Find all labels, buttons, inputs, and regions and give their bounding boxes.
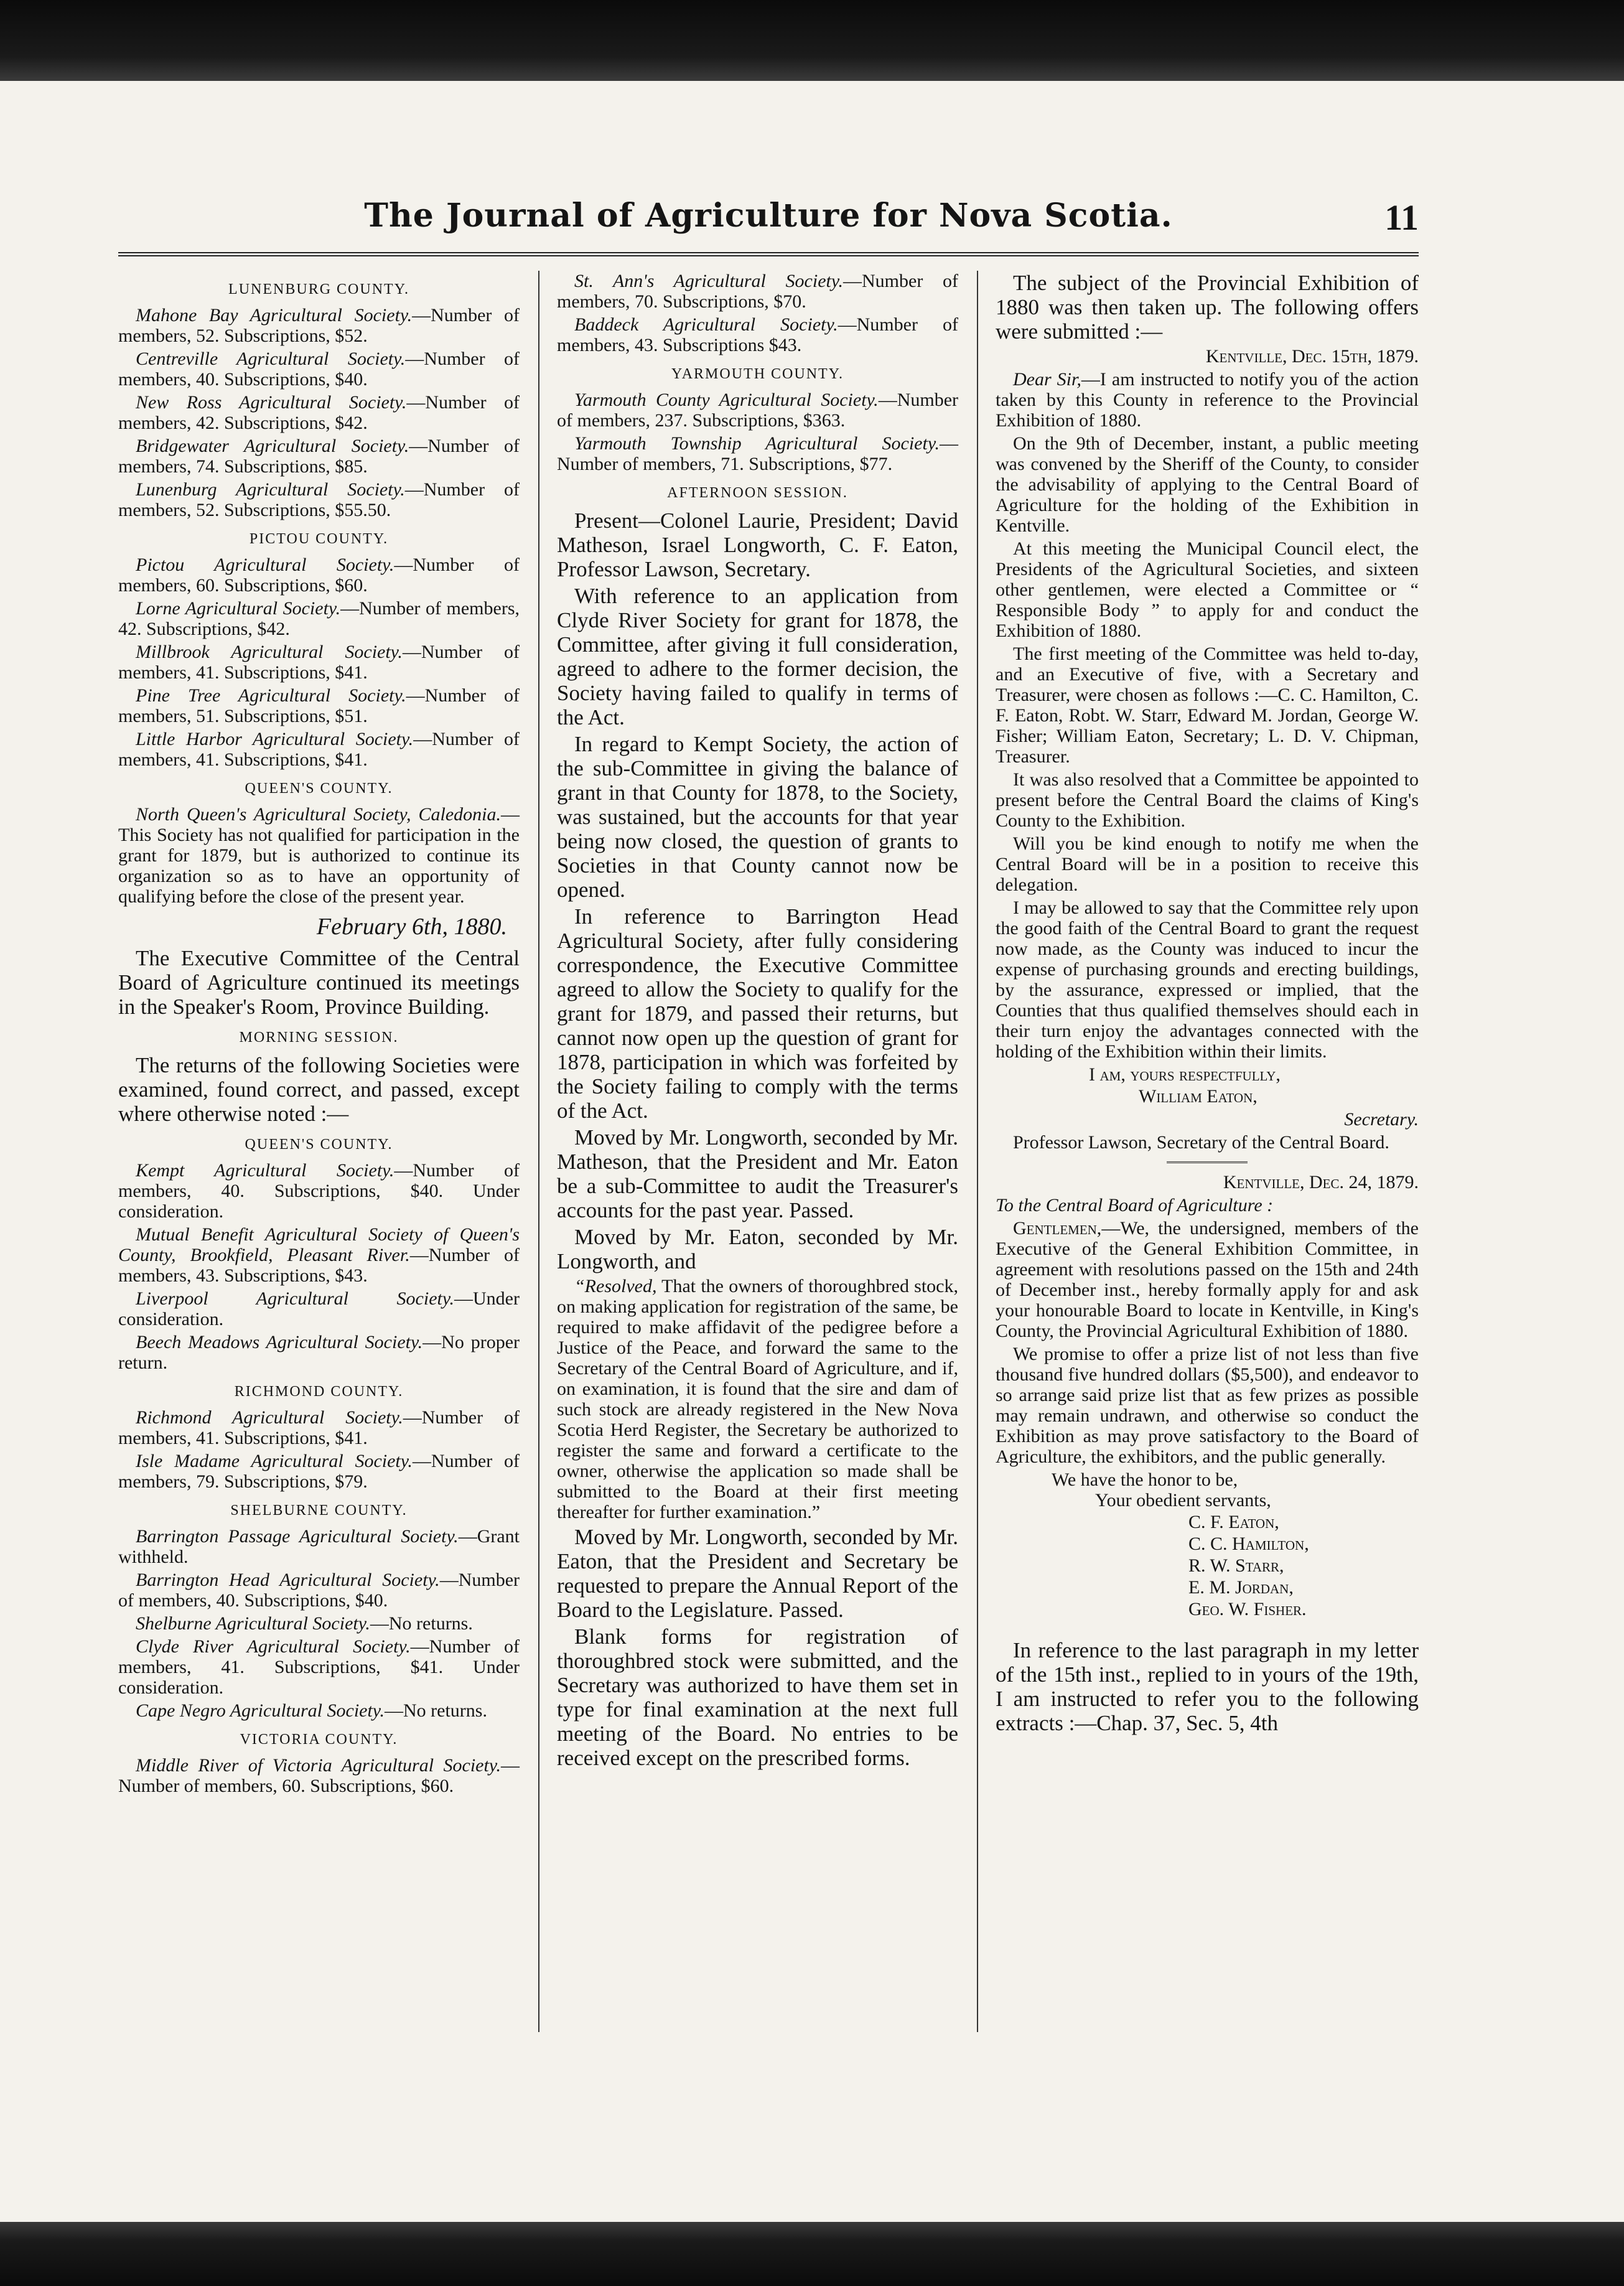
resolution-text: That the owners of thoroughbred stock, on making application for registration of the same, be required to make affidavit of the pedigree before a Justice of the Peace, and forward the same to the Secretary of the Central Board of Agriculture, and if, on examination, it is found that the sire and dam of such stock are already registered in the New Nova Scotia Herd Register, the Secretary be authorized to register the same and forward a certificate to the owner, otherwise the application so made shall be submitted to the Board at their first meeting thereafter for further examination.”	[557, 1276, 958, 1522]
society-details: —Number of members, 40. Subscriptions, $40.	[118, 349, 520, 390]
salutation: Dear Sir,	[1013, 369, 1081, 390]
signatory-name: Geo. W. Fisher.	[1188, 1599, 1307, 1619]
society-name: Clyde River Agricultural Society.	[136, 1636, 411, 1657]
society-name: Barrington Head Agricultural Society.	[136, 1570, 440, 1590]
society-details: —No returns.	[384, 1700, 487, 1721]
section-heading: QUEEN'S COUNTY.	[245, 780, 393, 797]
society-name: Kempt Agricultural Society.	[136, 1160, 394, 1181]
section-heading: AFTERNOON SESSION.	[667, 485, 848, 501]
society-details: —Number of members, 40. Subscriptions, $40.	[118, 1570, 520, 1611]
society-entry	[118, 1526, 520, 1567]
society-name: Lorne Agricultural Society.	[136, 598, 341, 619]
society-name: Isle Madame Agricultural Society.	[136, 1451, 413, 1471]
society-details: —Number of members, 42. Subscriptions, $42.	[118, 392, 520, 433]
journal-title: The Journal of Agriculture for Nova Scotia.	[364, 197, 1173, 235]
society-entry	[118, 804, 520, 907]
society-details: —Number of members, 71. Subscriptions, $77.	[557, 433, 958, 474]
paragraph: The subject of the Provincial Exhibition of 1880 was then taken up. The following offers were submitted :—	[996, 271, 1419, 344]
paragraph: Moved by Mr. Longworth, seconded by Mr. Eaton, that the President and Secretary be requested to prepare the Annual Report of the Board to the Legislature. Passed.	[557, 1525, 958, 1622]
letter-paragraph	[996, 1218, 1419, 1341]
section-heading: VICTORIA COUNTY.	[240, 1731, 398, 1748]
society-name: New Ross Agricultural Society.	[136, 392, 407, 413]
section-heading: MORNING SESSION.	[239, 1029, 399, 1046]
society-details: —Number of members, 41. Subscriptions, $41.	[118, 729, 520, 770]
column-divider-1	[538, 271, 539, 2032]
society-details: —Number of members, 40. Subscriptions, $40. Under consideration.	[118, 1160, 520, 1222]
letter-text: —I am instructed to notify you of the action taken by this County in reference to the Provincial Exhibition of 1880.	[996, 369, 1419, 431]
letter-paragraph: We promise to offer a prize list of not less than five thousand five hundred dollars ($5,500), and endeavor to so arrange said prize list that as few prizes as possible may remain undrawn, and otherwise so conduct the Exhibition as may prove satisfactory to the Board of Agriculture, the exhibitors, and the public generally.	[996, 1344, 1419, 1467]
scan-border-bottom	[0, 2222, 1624, 2286]
society-name: Beech Meadows Agricultural Society.	[136, 1332, 423, 1352]
letter-paragraph: Will you be kind enough to notify me when the Central Board will be in a position to receive this delegation.	[996, 833, 1419, 895]
resolution-paragraph	[557, 1276, 958, 1522]
society-entry	[118, 1451, 520, 1492]
society-name: Yarmouth County Agricultural Society.	[574, 390, 879, 410]
paragraph: In regard to Kempt Society, the action of the sub-Committee in giving the balance of grant in that County for 1878, to the Society, was sustained, but the accounts for that year being now closed, the question of grants to Societies in that County cannot now be opened.	[557, 732, 958, 902]
society-name: Liverpool Agricultural Society.	[136, 1288, 455, 1309]
column-3	[996, 271, 1419, 1738]
section-heading: RICHMOND COUNTY.	[234, 1384, 404, 1400]
section-rule	[1167, 1161, 1248, 1163]
society-entry	[118, 1636, 520, 1698]
letter-signer: William Eaton,	[1139, 1086, 1258, 1107]
society-entry	[118, 642, 520, 683]
letter-paragraph: At this meeting the Municipal Council elect, the Presidents of the Agricultural Societies, and sixteen other gentlemen, were elected a Committee or “ Responsible Body ” to apply for and conduct the Exhibition of 1880.	[996, 538, 1419, 641]
resolved-label: “Resolved,	[574, 1276, 657, 1296]
letter-to-line: To the Central Board of Agriculture :	[996, 1195, 1274, 1216]
letter-paragraph: The first meeting of the Committee was held to-day, and an Executive of five, with a Secretary and Treasurer, were chosen as follows :—C. C. Hamilton, C. F. Eaton, Robt. W. Starr, Edward M. Jordan, George W. Fisher; William Eaton, Secretary; L. D. V. Chipman, Treasurer.	[996, 644, 1419, 767]
society-name: St. Ann's Agricultural Society.	[574, 271, 844, 291]
society-details: —Number of members, 43. Subscriptions, $43.	[118, 1245, 520, 1286]
society-entry	[118, 1700, 520, 1721]
society-details: —Number of members, 79. Subscriptions, $79.	[118, 1451, 520, 1492]
letter-dateline: Kentville, Dec. 24, 1879.	[1223, 1172, 1419, 1192]
society-entry	[118, 555, 520, 596]
society-entry	[118, 1288, 520, 1329]
society-entry	[118, 392, 520, 433]
society-entry	[118, 1332, 520, 1373]
society-name: Pictou Agricultural Society.	[136, 555, 394, 575]
society-details: —Number of members, 42. Subscriptions, $42.	[118, 598, 520, 639]
society-name: Mutual Benefit Agricultural Society of Queen's County, Brookfield, Pleasant River.	[118, 1224, 520, 1265]
society-details: —Under consideration.	[118, 1288, 520, 1329]
society-details: —Number of members, 43. Subscriptions $43.	[557, 314, 958, 355]
society-entry	[118, 729, 520, 770]
society-name: Shelburne Agricultural Society.	[136, 1613, 370, 1634]
letter-addressee: Professor Lawson, Secretary of the Central Board.	[1013, 1132, 1389, 1153]
letter-text: —We, the undersigned, members of the Executive of the General Exhibition Committee, in agreement with resolutions passed on the 15th and 24th of December inst., hereby formally apply for and ask your honourable Board to locate in Kentville, in King's County, the Provincial Agricultural Exhibition of 1880.	[996, 1218, 1419, 1341]
page-header	[118, 197, 1419, 253]
society-entry	[118, 1613, 520, 1634]
signatories-list	[996, 1512, 1419, 1619]
scan-border-top	[0, 0, 1624, 81]
society-details: —Number of members, 60. Subscriptions, $60.	[118, 1755, 520, 1796]
column-1	[118, 271, 520, 1799]
society-details: —No proper return.	[118, 1332, 520, 1373]
society-name: Barrington Passage Agricultural Society.	[136, 1526, 459, 1547]
society-name: Bridgewater Agricultural Society.	[136, 436, 409, 456]
letter-paragraph: On the 9th of December, instant, a public meeting was convened by the Sheriff of the County, to consider the advisability of applying to the Central Board of Agriculture for the holding of the Exhibition in Kentville.	[996, 433, 1419, 536]
society-details: —Number of members, 41. Subscriptions, $41.	[118, 642, 520, 683]
section-heading: LUNENBURG COUNTY.	[228, 281, 409, 297]
page-number: 11	[1384, 197, 1419, 238]
meeting-date: February 6th, 1880.	[316, 914, 507, 940]
paragraph: The returns of the following Societies were examined, found correct, and passed, except where otherwise noted :—	[118, 1053, 520, 1126]
society-name: Baddeck Agricultural Society.	[574, 314, 838, 335]
paragraph: The Executive Committee of the Central Board of Agriculture continued its meetings in the Speaker's Room, Province Building.	[118, 946, 520, 1019]
letter-closing: I am, yours respectfully,	[1089, 1064, 1281, 1085]
society-entry	[118, 1224, 520, 1286]
society-details: —Number of members, 237. Subscriptions, $363.	[557, 390, 958, 431]
section-heading: QUEEN'S COUNTY.	[245, 1136, 393, 1153]
society-name: North Queen's Agricultural Society, Caledonia.	[136, 804, 501, 825]
society-name: Mahone Bay Agricultural Society.	[136, 305, 413, 326]
society-entry	[557, 314, 958, 355]
society-name: Yarmouth Township Agricultural Society.	[574, 433, 940, 454]
society-entry	[118, 305, 520, 346]
paragraph: Blank forms for registration of thoroughbred stock were submitted, and the Secretary was authorized to have them set in type for final examination at the next full meeting of the Board. No entries to be received except on the prescribed forms.	[557, 1624, 958, 1770]
society-entry	[118, 1160, 520, 1222]
society-name: Pine Tree Agricultural Society.	[136, 685, 406, 706]
society-name: Lunenburg Agricultural Society.	[136, 479, 405, 500]
society-entry	[118, 349, 520, 390]
signer-title: Secretary.	[1344, 1109, 1419, 1130]
letter-paragraph: It was also resolved that a Committee be appointed to present before the Central Board the claims of King's County to the Exhibition.	[996, 769, 1419, 831]
society-entry	[118, 1755, 520, 1796]
society-details: —Number of members, 41. Subscriptions, $41. Under consideration.	[118, 1636, 520, 1698]
society-name: Cape Negro Agricultural Society.	[136, 1700, 385, 1721]
paragraph: Present—Colonel Laurie, President; David Matheson, Israel Longworth, C. F. Eaton, Professor Lawson, Secretary.	[557, 508, 958, 581]
column-divider-2	[977, 271, 978, 2032]
signatory-name: C. F. Eaton,	[1188, 1512, 1279, 1532]
society-details: —Grant withheld.	[118, 1526, 520, 1567]
paragraph: Moved by Mr. Eaton, seconded by Mr. Longworth, and	[557, 1225, 958, 1273]
column-2	[557, 271, 958, 1773]
society-details: —No returns.	[370, 1613, 473, 1634]
letter-closing: Your obedient servants,	[1095, 1490, 1271, 1511]
letter-paragraph: I may be allowed to say that the Committee rely upon the good faith of the Central Board to grant the request now made, as the County was induced to incur the expense of purchasing grounds and erecting buildings, by the assurance, expressed or implied, that the Counties that thus qualified themselves should each in their turn enjoy the advantages connected with the holding of the Exhibition within their limits.	[996, 897, 1419, 1062]
paragraph: With reference to an application from Clyde River Society for grant for 1878, the Committee, after giving it full consideration, agreed to adhere to the former decision, the Society having failed to qualify in terms of the Act.	[557, 584, 958, 729]
letter-closing: We have the honor to be,	[1052, 1469, 1238, 1490]
society-entry	[118, 598, 520, 639]
paragraph: Moved by Mr. Longworth, seconded by Mr. Matheson, that the President and Mr. Eaton be a sub-Committee to audit the Treasurer's accounts for the past year. Passed.	[557, 1125, 958, 1222]
society-name: Middle River of Victoria Agricultural Society.	[136, 1755, 501, 1776]
society-entry	[118, 685, 520, 726]
signatory-name: E. M. Jordan,	[1188, 1577, 1294, 1598]
society-details: —Number of members, 74. Subscriptions, $85.	[118, 436, 520, 477]
society-details: —Number of members, 70. Subscriptions, $70.	[557, 271, 958, 312]
society-entry	[557, 390, 958, 431]
society-details: —Number of members, 52. Subscriptions, $52.	[118, 305, 520, 346]
paragraph: In reference to the last paragraph in my letter of the 15th inst., replied to in yours of the 19th, I am instructed to refer you to the following extracts :—Chap. 37, Sec. 5, 4th	[996, 1638, 1419, 1735]
section-heading: SHELBURNE COUNTY.	[230, 1502, 408, 1519]
paragraph: In reference to Barrington Head Agricultural Society, after fully considering correspondence, the Executive Committee agreed to allow the Society to qualify for the grant for 1879, and passed their returns, but cannot now open up the question of grant for 1878, participation in which was forfeited by the Society failing to comply with the terms of the Act.	[557, 904, 958, 1123]
society-details: —Number of members, 60. Subscriptions, $60.	[118, 555, 520, 596]
society-details: —Number of members, 51. Subscriptions, $51.	[118, 685, 520, 726]
signatory-name: R. W. Starr,	[1188, 1555, 1284, 1576]
society-details: —Number of members, 52. Subscriptions, $55.50.	[118, 479, 520, 520]
society-name: Centreville Agricultural Society.	[136, 349, 406, 369]
society-details: —This Society has not qualified for participation in the grant for 1879, but is authorized to continue its organization so as to have an opportunity of qualifying before the close of the present year.	[118, 804, 520, 907]
society-name: Richmond Agricultural Society.	[136, 1407, 403, 1428]
society-entry	[118, 436, 520, 477]
society-entry	[557, 271, 958, 312]
society-entry	[118, 479, 520, 520]
letter-paragraph	[996, 369, 1419, 431]
society-entry	[118, 1570, 520, 1611]
society-name: Little Harbor Agricultural Society.	[136, 729, 414, 749]
society-details: —Number of members, 41. Subscriptions, $41.	[118, 1407, 520, 1448]
signatory-name: C. C. Hamilton,	[1188, 1534, 1309, 1554]
section-heading: YARMOUTH COUNTY.	[671, 366, 844, 382]
salutation: Gentlemen,	[1013, 1218, 1102, 1239]
society-entry	[557, 433, 958, 474]
society-entry	[118, 1407, 520, 1448]
society-name: Millbrook Agricultural Society.	[136, 642, 403, 662]
letter-dateline: Kentville, Dec. 15th, 1879.	[1205, 346, 1419, 367]
header-rule	[118, 252, 1419, 256]
section-heading: PICTOU COUNTY.	[249, 531, 389, 547]
